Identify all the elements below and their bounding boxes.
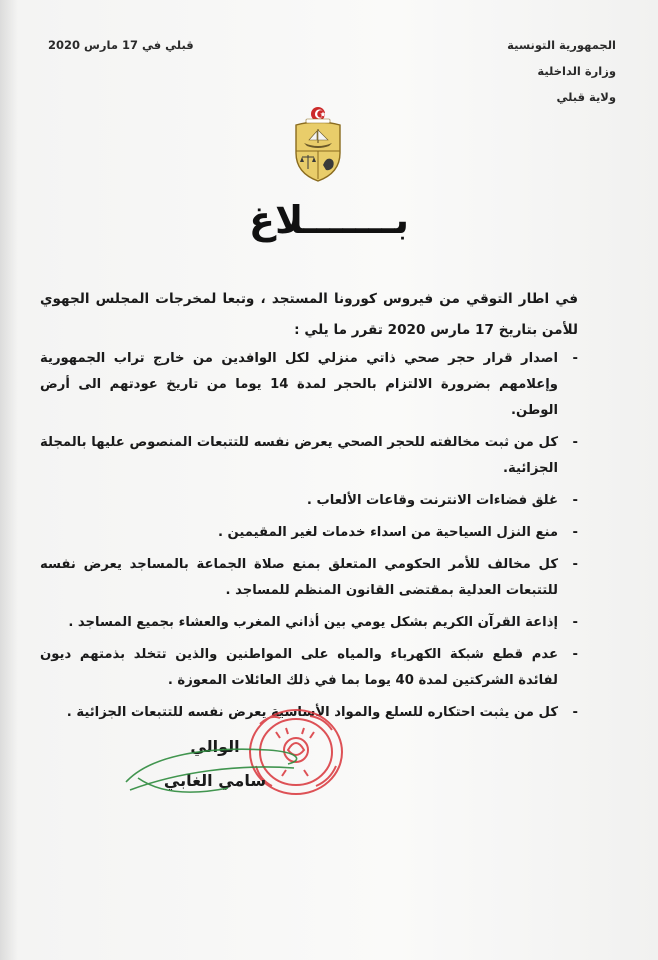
item-text: منع النزل السياحية من اسداء خدمات لغير المقيمين . (217, 525, 558, 540)
item-text: اصدار قرار حجر صحي ذاتي منزلي لكل الوافدين من خارج تراب الجمهورية وإعلامهم بضرورة الالتزام بالحجر لمدة 14 يوما من تاريخ عودتهم الى أرض الوطن. (40, 351, 558, 418)
republic-name: الجمهورية التونسية (507, 38, 616, 52)
handwritten-signature-icon (118, 738, 308, 798)
tunisia-coat-of-arms-icon (282, 105, 354, 183)
list-marker: - (572, 435, 578, 450)
list-item (40, 488, 580, 514)
item-text: كل من ثبت مخالفته للحجر الصحي يعرض نفسه للتتبعات المنصوص عليها بالمجلة الجزائية. (40, 435, 558, 476)
item-text: عدم قطع شبكة الكهرباء والمياه على المواطنين والذين تتخلد بذمتهم ديون لفائدة الشركتين لمدة 40 يوما بما في ذلك العائلات المعوزة . (40, 647, 558, 688)
intro-paragraph: في اطار التوقي من فيروس كورونا المستجد ، وتبعا لمخرجات المجلس الجهوي للأمن بتاريخ 17 مارس 2020 تقرر ما يلي : (40, 291, 578, 338)
list-item (40, 520, 580, 546)
list-marker: - (572, 351, 578, 366)
item-text: كل مخالف للأمر الحكومي المتعلق بمنع صلاة الجماعة بالمساجد يعرض نفسه للتتبعات العدلية بمقتضى القانون المنظم للمساجد . (40, 557, 558, 598)
list-marker: - (572, 557, 578, 572)
list-item (40, 642, 580, 694)
ministry-name: وزارة الداخلية (537, 64, 616, 78)
governorate-name: ولاية قبلي (556, 90, 616, 104)
signatory-role: الوالي (190, 737, 240, 756)
item-text: غلق فضاءات الانترنت وقاعات الألعاب . (306, 493, 558, 508)
list-marker: - (572, 647, 578, 662)
list-item (40, 552, 580, 604)
item-text: كل من يثبت احتكاره للسلع والمواد الأساسية يعرض نفسه للتتبعات الجزائية . (66, 705, 558, 720)
issuer-header (446, 32, 616, 110)
document-title: بـــــــلاغ (249, 198, 409, 242)
list-marker: - (572, 705, 578, 720)
list-item (40, 430, 580, 482)
list-marker: - (572, 493, 578, 508)
list-marker: - (572, 615, 578, 630)
place-date: قبلي في 17 مارس 2020 (48, 38, 194, 52)
item-text: إذاعة القرآن الكريم بشكل يومي بين أذاني المغرب والعشاء بجميع المساجد . (68, 615, 558, 630)
list-item (40, 346, 580, 424)
list-marker: - (572, 525, 578, 540)
decision-list (40, 346, 580, 732)
signatory-name: سامي الغابي (163, 771, 267, 790)
list-item (40, 610, 580, 636)
